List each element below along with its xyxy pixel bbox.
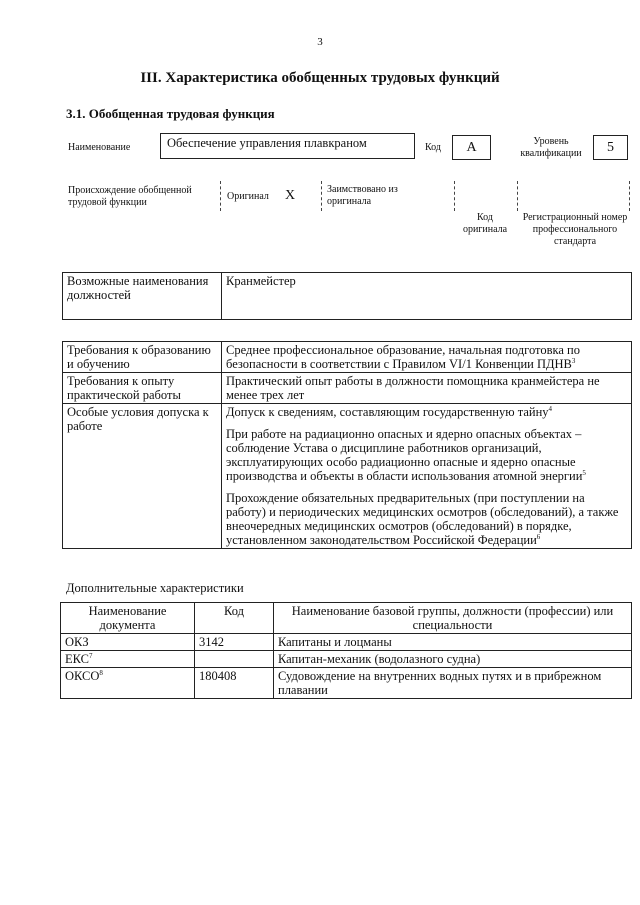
experience-value: Практический опыт работы в должности помощника кранмейстера не менее трех лет (222, 373, 632, 404)
conditions-label: Особые условия допуска к работе (63, 404, 222, 549)
table-row (61, 668, 632, 699)
table-row (63, 273, 632, 320)
code-original-label: Код оригинала (462, 212, 508, 235)
page-number: 3 (317, 36, 323, 48)
code-cell (195, 651, 274, 668)
code-original-cell (454, 181, 518, 211)
positions-label: Возможные наименования должностей (63, 273, 222, 320)
education-value: Среднее профессиональное образование, начальная подготовка по безопасности в соответствии с Правилом VI/1 Конвенции ПДНВ (226, 343, 580, 371)
reg-number-cell (517, 181, 630, 211)
table-row (61, 651, 632, 668)
table-row (63, 342, 632, 373)
condition-footnote: 6 (536, 532, 541, 541)
name-cell: Судовождение на внутренних водных путях и в прибрежном плавании (274, 668, 632, 699)
positions-table (62, 272, 632, 320)
name-cell: Капитаны и лоцманы (274, 634, 632, 651)
header-name: Наименование базовой группы, должности (профессии) или специальности (274, 603, 632, 634)
doc-cell (61, 651, 195, 668)
experience-label: Требования к опыту практической работы (63, 373, 222, 404)
condition-item (226, 405, 627, 419)
additional-title: Дополнительные характеристики (66, 581, 244, 595)
header-document: Наименование документа (61, 603, 195, 634)
doc-footnote: 8 (99, 668, 103, 677)
origin-label: Происхождение обобщенной трудовой функции (68, 185, 192, 208)
name-value: Обеспечение управления плавкраном (160, 133, 415, 159)
condition-text: При работе на радиационно опасных и ядерно опасных объектах – соблюдение Устава о дисциплине работников организаций, эксплуатирующих особо радиационно опасные и ядерно опасные производства и объекты в области использования атомной энергии (226, 427, 583, 483)
education-footnote: 3 (571, 356, 576, 365)
doc-name: ОКЗ (65, 635, 89, 649)
education-cell (222, 342, 632, 373)
code-cell: 180408 (195, 668, 274, 699)
education-label: Требования к образованию и обучению (63, 342, 222, 373)
section-title: III. Характеристика обобщенных трудовых функций (140, 70, 500, 86)
condition-item (226, 491, 627, 547)
code-value: A (452, 135, 491, 160)
doc-name: ЕКС (65, 652, 89, 666)
level-value: 5 (593, 135, 628, 160)
condition-text: Прохождение обязательных предварительных (при поступлении на работу) и периодических медицинских осмотров (обследований), а также внеочередных медицинских осмотров (обследований) в порядке, установленном законодательством Российской Федерации (226, 491, 619, 547)
table-row (63, 404, 632, 549)
table-row (63, 373, 632, 404)
original-cell (220, 181, 322, 211)
name-cell: Капитан-механик (водолазного судна) (274, 651, 632, 668)
name-label: Наименование (68, 142, 131, 153)
borrowed-label: Заимствовано из оригинала (327, 184, 398, 207)
conditions-cell (222, 404, 632, 549)
condition-footnote: 5 (582, 468, 586, 477)
table-header-row (61, 603, 632, 634)
requirements-table (62, 341, 632, 549)
subsection-title: 3.1. Обобщенная трудовая функция (66, 106, 275, 121)
original-label: Оригинал (227, 191, 269, 202)
doc-cell (61, 634, 195, 651)
code-cell: 3142 (195, 634, 274, 651)
condition-footnote: 4 (548, 404, 553, 413)
positions-value: Кранмейстер (222, 273, 632, 320)
code-label: Код (425, 142, 441, 153)
table-row (61, 634, 632, 651)
condition-text: Допуск к сведениям, составляющим государственную тайну (226, 405, 549, 419)
additional-table (60, 602, 632, 699)
doc-cell (61, 668, 195, 699)
doc-name: ОКСО (65, 669, 100, 683)
condition-item (226, 427, 627, 483)
header-code: Код (195, 603, 274, 634)
reg-number-label: Регистрационный номер профессионального стандарта (522, 212, 628, 247)
doc-footnote: 7 (89, 651, 93, 660)
original-mark: X (285, 188, 296, 203)
level-label: Уровень квалификации (520, 136, 582, 159)
